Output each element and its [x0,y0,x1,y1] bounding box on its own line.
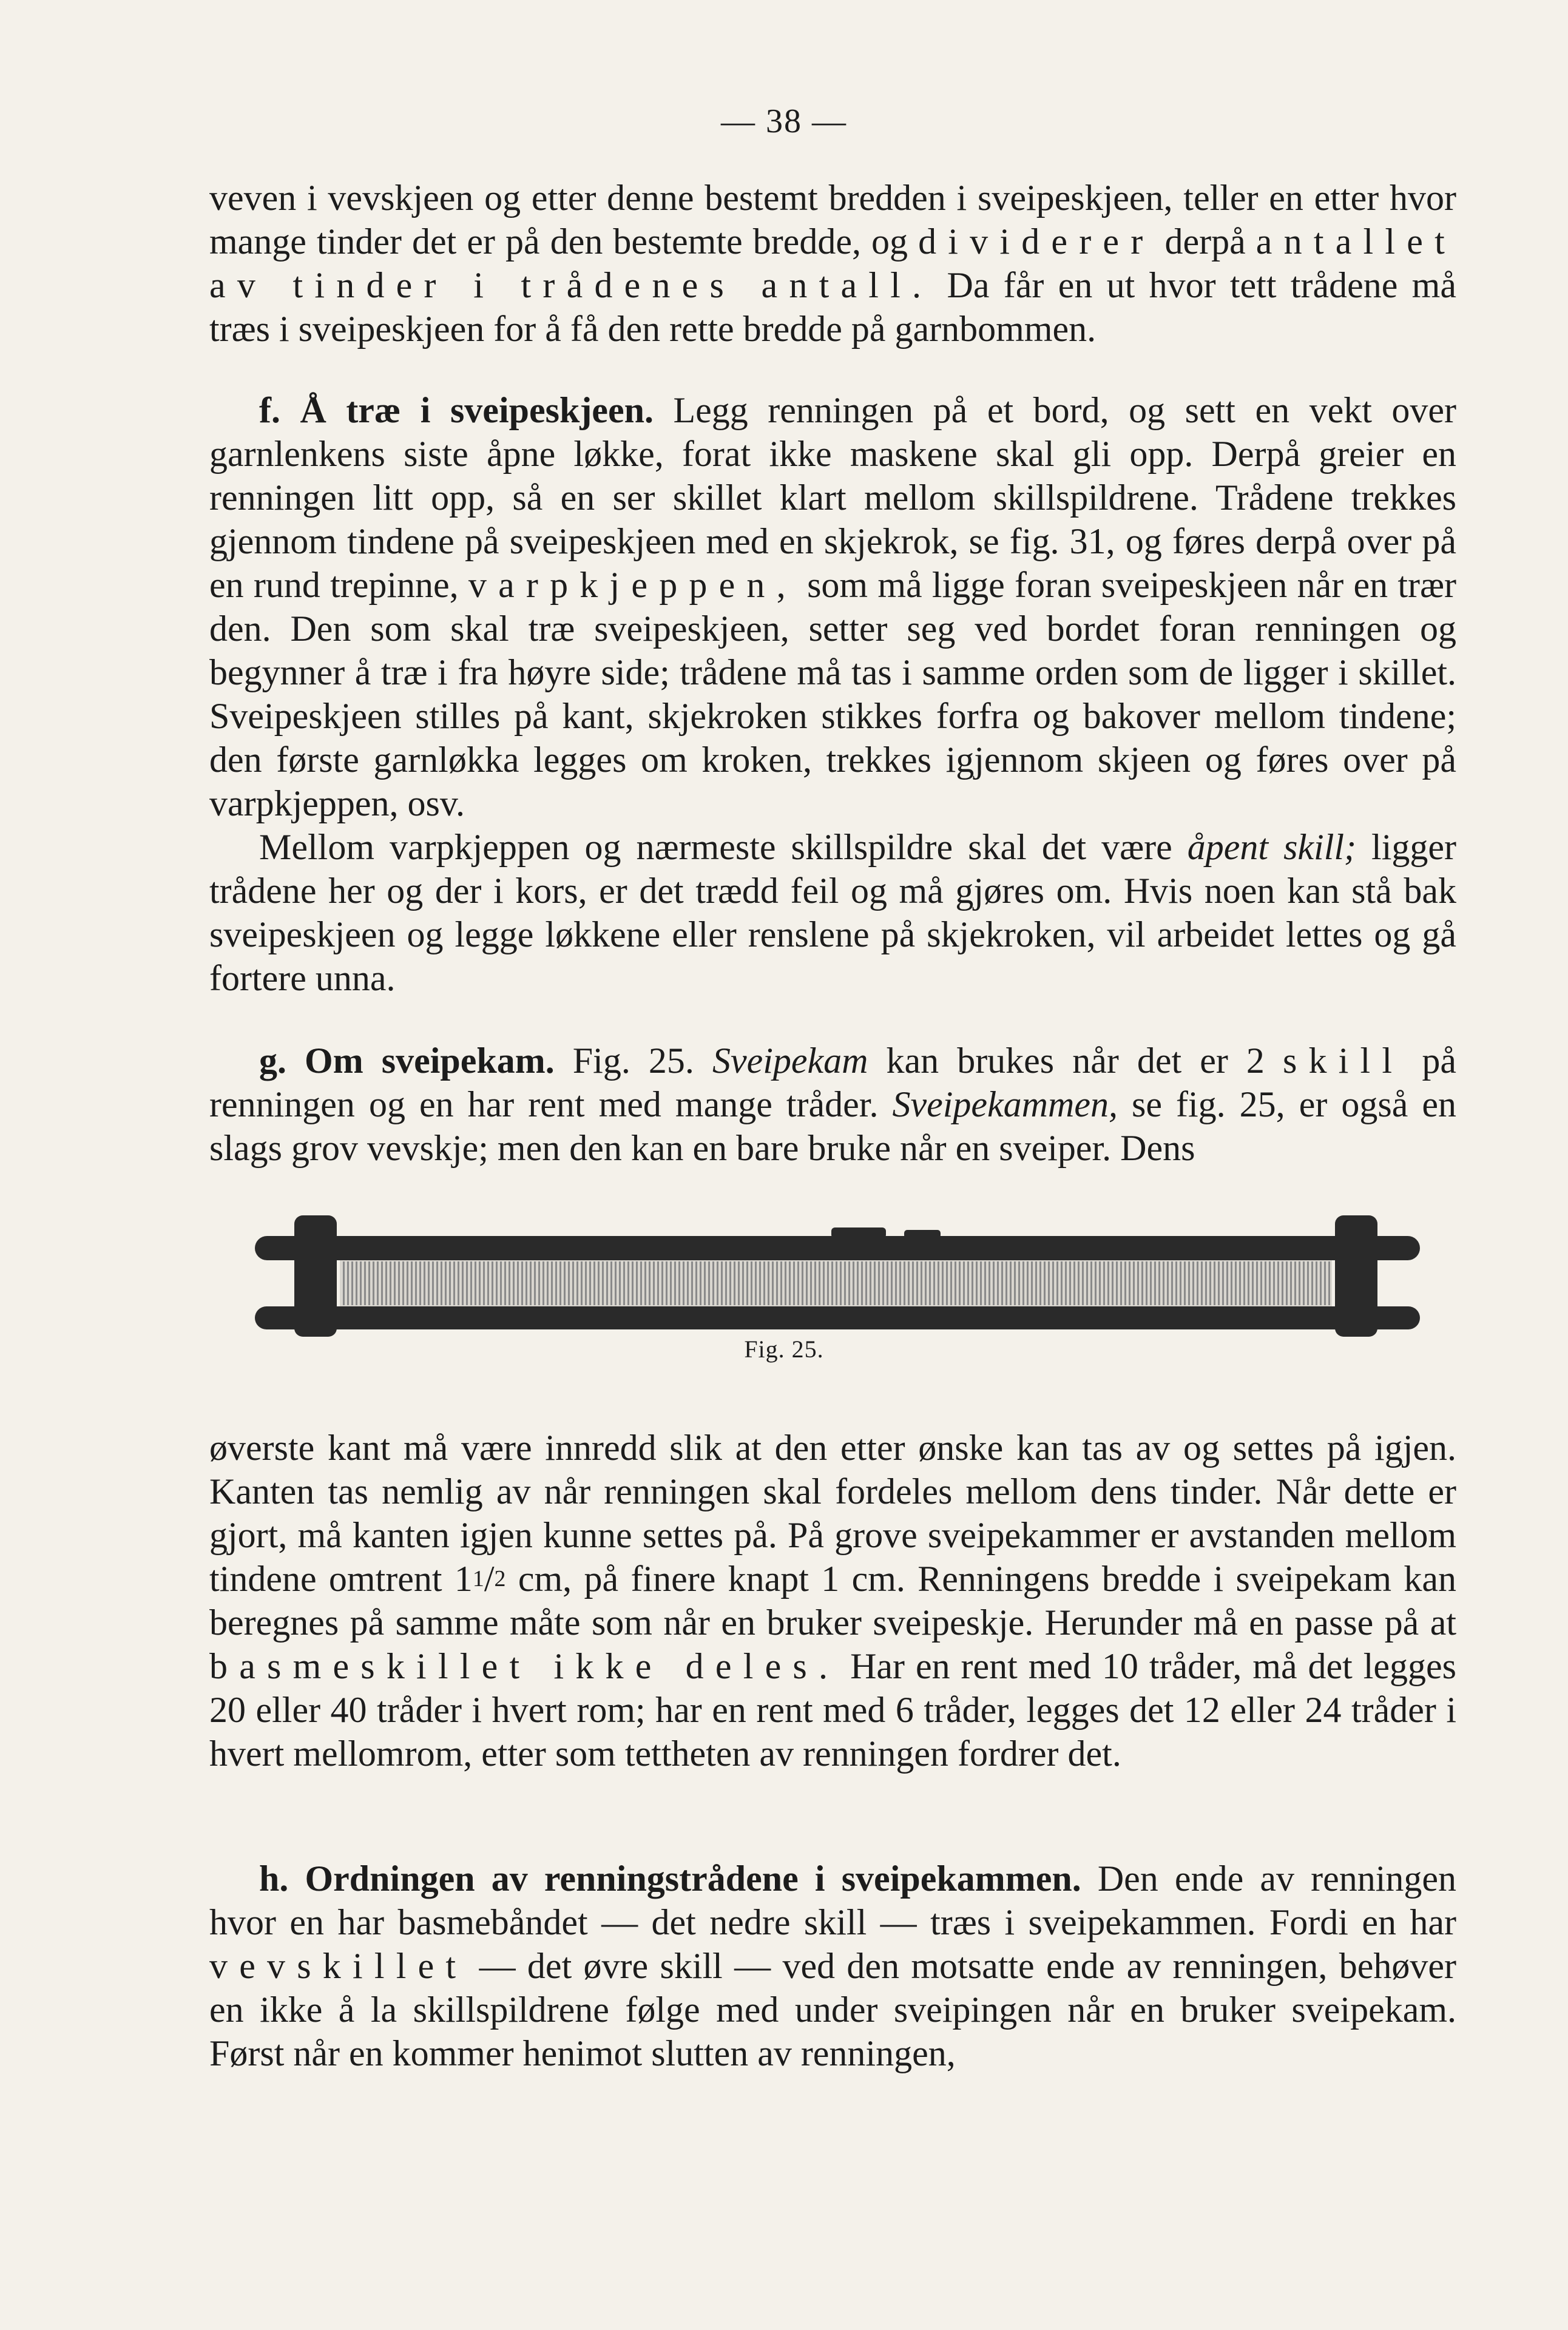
comb-tooth [1014,1261,1016,1305]
comb-tooth [1124,1261,1126,1305]
comb-tooth [865,1261,867,1305]
comb-tooth [1069,1261,1071,1305]
comb-tooth [666,1261,667,1305]
comb-tooth [1073,1261,1075,1305]
comb-tooth [755,1261,757,1305]
comb-tooth [1252,1261,1254,1305]
comb-tooth [1039,1261,1041,1305]
comb-tooth [432,1261,434,1305]
comb-tooth [1188,1261,1190,1305]
comb-tooth [1103,1261,1105,1305]
comb-tooth [1235,1261,1237,1305]
comb-tooth [1095,1261,1097,1305]
comb-tooth [1282,1261,1283,1305]
comb-tooth [1010,1261,1012,1305]
comb-tooth [496,1261,498,1305]
comb-tooth [742,1261,744,1305]
comb-tooth [725,1261,727,1305]
comb-tooth [385,1261,387,1305]
comb-tooth [598,1261,600,1305]
comb-tooth [661,1261,663,1305]
spaced-text: antallet av tinder i trådenes antall. [209,221,1456,305]
text-run: Fig. 25. [554,1041,712,1081]
comb-tooth [870,1261,871,1305]
comb-tooth [640,1261,642,1305]
comb-tooth [615,1261,617,1305]
comb-tooth [517,1261,519,1305]
section-g [209,1039,1456,1170]
comb-tooth [1218,1261,1220,1305]
comb-tooth [1027,1261,1029,1305]
comb-tooth [1133,1261,1135,1305]
comb-tooth [1324,1261,1326,1305]
comb-tooth [445,1261,447,1305]
section-f-heading: f. Å træ i sveipeskjeen. [259,390,654,430]
comb-tooth [1316,1261,1317,1305]
comb-tooth [984,1261,986,1305]
text-run: som må ligge foran sveipeskjeen når en trær den. Den som skal træ sveipeskjeen, setter seg ved bordet foran renningen og begynner å træ i fra høyre side; trådene må tas i samme orden som de ligger i skillet. Sveipeskjeen stilles på kant, skjekroken stikkes forfra og bakover mellom tindene; den første garnløkka legges om kroken, trekkes igjennom skjeen og føres over på varpkjeppen, osv. [209,565,1456,823]
comb-tooth [351,1261,353,1305]
section-f-paragraph-2 [209,825,1456,1000]
paragraph-text: øverste kant må være innredd slik at den etter ønske kan tas av og settes på igjen. Kanten tas nemlig av når renningen skal fordeles mellom dens tinder. Når dette er gjort, må kanten igjen kunne settes på. På grove sveipekammer er avstanden mellom tindene omtrent $1^1/2$ cm, på finere knapt 1 cm. Renningens bredde i sveipekam kan beregnes på samme måte som når en bruker sveipeskje. Herunder må en passe på at basmeskillet ikke deles. Har en rent med 10 tråder, må det legges 20 eller 40 tråder i hvert rom; har en rent med 6 tråder, legges det 12 eller 24 tråder i hvert mellomrom, etter som tettheten av renningen fordrer det. [209,1428,1456,1774]
spaced-text: vevskillet [209,1946,468,1986]
comb-tooth [542,1261,544,1305]
comb-tooth [1201,1261,1203,1305]
comb-tooth [428,1261,430,1305]
comb-tooth [1150,1261,1152,1305]
comb-tooth [797,1261,799,1305]
text-run: Legg renningen på et bord, og sett en vekt over garnlenkens siste åpne løkke, forat ikke maskene skal gli opp. Derpå greier en renningen litt opp, så en ser skillet klart mellom skillspildrene. Trådene trekkes gjennom tindene på sveipeskjeen med en skjekrok, se fig. 31, og føres derpå over på en rund trepinne, [209,390,1457,605]
comb-tooth [793,1261,795,1305]
comb-tooth [623,1261,625,1305]
text-run: øverste kant må være innredd slik at den etter ønske kan tas av og settes på igjen. Kanten tas nemlig av når renningen skal fordeles mellom dens tinder. Når dette er gjort, må kanten igjen kunne settes på. På grove sveipekammer er avstanden mellom tindene omtrent 1 [209,1428,1456,1599]
comb-tooth [1022,1261,1024,1305]
comb-tooth [1299,1261,1300,1305]
comb-tooth [946,1261,948,1305]
page-number: — 38 — [721,103,847,140]
comb-tooth [436,1261,438,1305]
comb-tooth [912,1261,914,1305]
comb-tooth [649,1261,651,1305]
fraction-denominator: 2 [494,1566,506,1592]
text-run: se fig. 25, er også en slags grov vevskje; men den kan en bare bruke når en sveiper. Dens [209,1084,1456,1168]
comb-tooth [734,1261,735,1305]
comb-tooth [636,1261,638,1305]
comb-tooth [585,1261,587,1305]
comb-tooth [394,1261,396,1305]
comb-tooth [687,1261,689,1305]
comb-tooth [1052,1261,1054,1305]
figure-25-comb [255,1198,1420,1344]
comb-tooth [657,1261,659,1305]
comb-tooth [785,1261,786,1305]
comb-tooth [1129,1261,1130,1305]
comb-tooth [670,1261,672,1305]
comb-tooth [861,1261,863,1305]
comb-tooth [1311,1261,1313,1305]
comb-tooth [738,1261,740,1305]
spaced-text: basmeskillet ikke deles. [209,1646,840,1686]
comb-tooth [780,1261,782,1305]
comb-tooth [942,1261,944,1305]
comb-tooth [929,1261,931,1305]
comb-tooth [564,1261,566,1305]
comb-tooth [993,1261,995,1305]
comb-tooth [891,1261,893,1305]
spaced-text: dividerer [918,221,1155,262]
comb-tooth [610,1261,612,1305]
text-run: Den ende av renningen hvor en har basmebåndet — det nedre skill — træs i sveipekammen. Fordi en har [209,1859,1457,1942]
comb-tooth [1277,1261,1279,1305]
text-run: — det øvre skill — ved den motsatte ende av renningen, behøver en ikke å la skillspildrene følge med under sveipingen når en bruker sveipekam. Først når en kommer henimot slutten av renningen, [209,1946,1456,2073]
comb-tooth [411,1261,413,1305]
comb-tooth [606,1261,608,1305]
comb-tooth [1294,1261,1296,1305]
comb-tooth [1256,1261,1258,1305]
comb-tooth [1231,1261,1232,1305]
comb-tooth [1001,1261,1003,1305]
comb-tooth [772,1261,774,1305]
comb-tooth [547,1261,549,1305]
comb-tooth [530,1261,532,1305]
comb-tooth [938,1261,939,1305]
comb-tooth [368,1261,370,1305]
comb-tooth [1158,1261,1160,1305]
comb-tooth [415,1261,417,1305]
comb-tooth [878,1261,880,1305]
comb-tooth [695,1261,697,1305]
comb-tooth [1180,1261,1181,1305]
comb-tooth [1175,1261,1177,1305]
comb-tooth [712,1261,714,1305]
section-f-paragraph [209,388,1456,825]
comb-tooth [950,1261,952,1305]
text-run: cm, på finere knapt 1 cm. Renningens bredde i sveipekam kan beregnes på samme måte som når en bruker sveipeskje. Herunder må en passe på at [209,1559,1456,1643]
comb-tooth [602,1261,604,1305]
comb-tooth [1184,1261,1186,1305]
section-g-paragraph [209,1039,1456,1170]
spaced-text: skill [1282,1041,1404,1081]
spaced-text: varpkjeppen, [468,565,797,605]
comb-tooth [1214,1261,1215,1305]
comb-tooth [619,1261,621,1305]
comb-tooth [963,1261,965,1305]
comb-tooth [1137,1261,1139,1305]
comb-tooth [814,1261,816,1305]
comb-tooth [458,1261,459,1305]
comb-tooth [538,1261,540,1305]
comb-tooth [551,1261,553,1305]
comb-tooth [1171,1261,1173,1305]
comb-tooth [1248,1261,1249,1305]
comb-tooth [972,1261,973,1305]
comb-tooth [1112,1261,1113,1305]
comb-tooth [1086,1261,1088,1305]
comb-tooth [343,1261,345,1305]
comb-tooth [717,1261,718,1305]
italic-text: Sveipekam [712,1041,868,1081]
comb-tooth [759,1261,761,1305]
comb-tooth [1260,1261,1262,1305]
comb-tooth [678,1261,680,1305]
comb-tooth [1107,1261,1109,1305]
comb-tooth [402,1261,404,1305]
comb-tooth [1061,1261,1063,1305]
comb-tooth [700,1261,701,1305]
comb-tooth [576,1261,578,1305]
comb-tooth [407,1261,408,1305]
comb-tooth [704,1261,706,1305]
comb-tooth [1320,1261,1322,1305]
comb-tooth [492,1261,493,1305]
comb-tooth [1209,1261,1211,1305]
comb-tooth [746,1261,748,1305]
section-g-heading: g. Om sveipekam. [259,1041,555,1081]
comb-tooth [470,1261,472,1305]
comb-tooth [1273,1261,1275,1305]
comb-tooth [1048,1261,1050,1305]
text-run: på renningen og en har rent med mange tråder. [209,1041,1456,1124]
comb-tooth [593,1261,595,1305]
comb-tooth [1116,1261,1118,1305]
comb-tooth [462,1261,464,1305]
comb-tooth [1120,1261,1122,1305]
comb-tooth [1290,1261,1292,1305]
comb-tooth [819,1261,820,1305]
comb-tooth [763,1261,765,1305]
comb-tooth [1205,1261,1207,1305]
comb-tooth [1222,1261,1224,1305]
italic-text: åpent skill; [1187,827,1357,867]
comb-tooth [721,1261,723,1305]
section-f [209,388,1456,1000]
fraction-numerator: 1 [472,1566,484,1592]
comb-tooth [513,1261,515,1305]
comb-tooth [424,1261,425,1305]
comb-tooth [1099,1261,1101,1305]
comb-tooth [504,1261,506,1305]
comb-tooth [419,1261,421,1305]
comb-tooth [882,1261,884,1305]
comb-tooth [398,1261,400,1305]
comb-tooth [509,1261,510,1305]
comb-tooth [1141,1261,1143,1305]
comb-tooth [356,1261,357,1305]
italic-text: Sveipekammen, [892,1084,1118,1124]
comb-tooth [555,1261,557,1305]
comb-tooth [487,1261,489,1305]
comb-tooth [479,1261,481,1305]
comb-tooth [874,1261,876,1305]
comb-tooth [1078,1261,1080,1305]
comb-tooth [568,1261,570,1305]
comb-tooth [1192,1261,1194,1305]
comb-tooth [840,1261,842,1305]
comb-tooth [632,1261,634,1305]
figure-caption: Fig. 25. [744,1336,824,1363]
comb-tooth [525,1261,527,1305]
comb-tooth [1239,1261,1241,1305]
text-run: Har en rent med 10 tråder, må det legges 20 eller 40 tråder i hvert rom; har en rent med 6 tråder, legges det 12 eller 24 tråder i hvert mellomrom, etter som tettheten av renningen fordrer det. [209,1646,1456,1774]
comb-tooth [1056,1261,1058,1305]
comb-tooth [377,1261,379,1305]
comb-tooth [589,1261,591,1305]
comb-tooth [1065,1261,1067,1305]
comb-tooth [441,1261,442,1305]
comb-tooth [572,1261,574,1305]
comb-tooth [921,1261,922,1305]
comb-tooth [1090,1261,1092,1305]
comb-tooth [806,1261,808,1305]
comb-tooth [831,1261,833,1305]
comb-tooth [1307,1261,1309,1305]
comb-tooth [904,1261,905,1305]
comb-tooth [976,1261,978,1305]
comb-tooth [534,1261,536,1305]
comb-tooth [751,1261,752,1305]
comb-tooth [980,1261,982,1305]
comb-tooth [1197,1261,1198,1305]
comb-tooth [768,1261,769,1305]
section-h [209,1857,1456,2075]
comb-tooth [449,1261,451,1305]
comb-tooth [789,1261,791,1305]
comb-tooth [887,1261,888,1305]
text-run: veven i vevskjeen og etter denne bestemt bredden i sveipeskjeen, teller en etter hvor mange tinder det er på den bestemte bredde, og [209,178,1456,262]
comb-tooth [925,1261,927,1305]
comb-tooth [1031,1261,1033,1305]
comb-tooth [390,1261,391,1305]
comb-tooth [653,1261,655,1305]
comb-tooth [810,1261,812,1305]
comb-tooth [373,1261,374,1305]
comb-tooth [827,1261,829,1305]
section-h-paragraph [209,1857,1456,2075]
comb-tooth [691,1261,693,1305]
comb-tooth [844,1261,846,1305]
comb-tooth [627,1261,629,1305]
comb-tooth [521,1261,523,1305]
comb-tooth [500,1261,502,1305]
comb-tooth [347,1261,349,1305]
comb-tooth [895,1261,897,1305]
text-run: Mellom varpkjeppen og nærmeste skillspildre skal det være [259,827,1188,867]
comb-tooth [1226,1261,1228,1305]
comb-tooth [1146,1261,1147,1305]
comb-tooth [988,1261,990,1305]
paragraph-after-figure [209,1426,1456,1775]
comb-tooth [955,1261,956,1305]
comb-tooth [853,1261,854,1305]
comb-tooth [360,1261,362,1305]
comb-tooth [581,1261,583,1305]
comb-tooth [466,1261,468,1305]
comb-tooth [708,1261,710,1305]
comb-tooth [802,1261,803,1305]
comb-tooth [933,1261,935,1305]
comb-tooth [729,1261,731,1305]
comb-tooth [916,1261,918,1305]
text-run: ligger trådene her og der i kors, er det trædd feil og må gjøres om. Hvis noen kan stå bak sveipeskjeen og legge løkkene eller renslene på skjekroken, vil arbeidet lettes og gå fortere unna. [209,827,1457,998]
comb-tooth [1303,1261,1305,1305]
comb-tooth [823,1261,825,1305]
comb-tooth [1286,1261,1288,1305]
paragraph-text [209,176,1456,351]
comb-tooth [967,1261,969,1305]
comb-tooth [1044,1261,1046,1305]
comb-tooth [857,1261,859,1305]
comb-tooth [836,1261,837,1305]
text-run: kan brukes når det er 2 [868,1041,1283,1081]
text-run: derpå [1154,221,1256,262]
paragraph-intro [209,176,1456,351]
comb-tooth [1154,1261,1156,1305]
comb-tooth [674,1261,676,1305]
comb-tooth [1018,1261,1020,1305]
comb-tooth [453,1261,455,1305]
comb-tooth [644,1261,646,1305]
comb-tooth [908,1261,910,1305]
comb-tooth [959,1261,961,1305]
comb-tooth [1005,1261,1007,1305]
comb-tooth [848,1261,850,1305]
comb-tooth [1243,1261,1245,1305]
comb-tooth [1163,1261,1164,1305]
comb-tooth [776,1261,778,1305]
comb-tooth [899,1261,901,1305]
sveipekam-illustration [255,1198,1420,1344]
comb-tooth [1328,1261,1330,1305]
comb-tooth [1265,1261,1266,1305]
comb-tooth [1167,1261,1169,1305]
comb-tooth [483,1261,485,1305]
comb-tooth [475,1261,476,1305]
section-h-heading: h. Ordningen av renningstrådene i sveipekammen. [259,1859,1081,1899]
comb-tooth [1035,1261,1037,1305]
comb-tooth [381,1261,383,1305]
text-run: Da får en ut hvor tett trådene må træs i sveipeskjeen for å få den rette bredde på garnbommen. [209,265,1456,349]
comb-tooth [364,1261,366,1305]
comb-tooth [683,1261,684,1305]
comb-tooth [1082,1261,1084,1305]
comb-tooth [997,1261,999,1305]
comb-tooth [1269,1261,1271,1305]
comb-tooth [559,1261,561,1305]
